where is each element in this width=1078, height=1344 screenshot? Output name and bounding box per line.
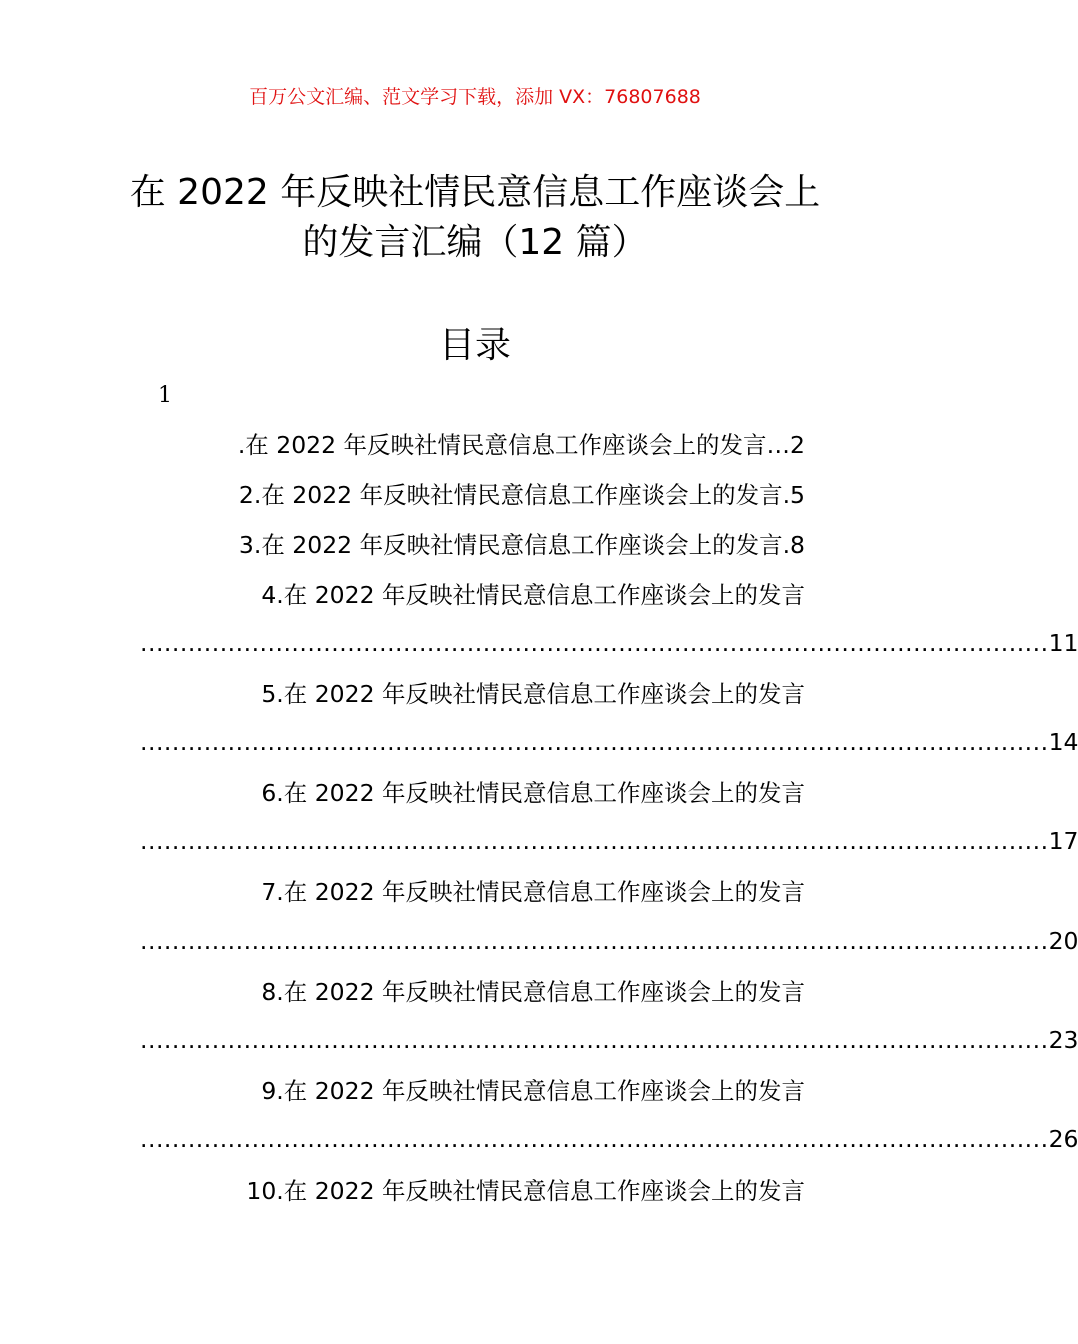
toc-entry-4-leader[interactable] <box>140 626 1078 660</box>
toc-page-number: 14 <box>1048 728 1078 756</box>
toc-heading: 目录 <box>438 325 511 366</box>
watermark-text: 百万公文汇编、范文学习下载，添加 VX：76807688 <box>249 86 701 108</box>
dot-leader: .................................................................................................................. <box>140 1125 1049 1153</box>
toc-entry-7-leader[interactable] <box>140 924 1078 958</box>
toc-entry-8-leader[interactable] <box>140 1023 1078 1057</box>
toc-page-number: 11 <box>1048 629 1078 657</box>
toc-page-number: 20 <box>1048 927 1078 955</box>
toc-entry-10[interactable]: 10.在 2022 年反映社情民意信息工作座谈会上的发言 <box>246 1177 805 1205</box>
toc-entry-6[interactable]: 6.在 2022 年反映社情民意信息工作座谈会上的发言 <box>261 779 805 807</box>
dot-leader: .................................................................................................................. <box>140 728 1049 756</box>
toc-entry-4[interactable]: 4.在 2022 年反映社情民意信息工作座谈会上的发言 <box>261 581 805 609</box>
document-title-line-1: 在 2022 年反映社情民意信息工作座谈会上 <box>129 172 821 213</box>
toc-entry-5[interactable]: 5.在 2022 年反映社情民意信息工作座谈会上的发言 <box>261 680 805 708</box>
dot-leader: .................................................................................................................. <box>140 927 1049 955</box>
dot-leader: .................................................................................................................. <box>140 629 1049 657</box>
toc-entry-6-leader[interactable] <box>140 824 1078 858</box>
toc-page-number: 23 <box>1048 1026 1078 1054</box>
dot-leader: .................................................................................................................. <box>140 1026 1049 1054</box>
toc-entry-5-leader[interactable] <box>140 725 1078 759</box>
toc-entry-7[interactable]: 7.在 2022 年反映社情民意信息工作座谈会上的发言 <box>261 878 805 906</box>
toc-page-number: 26 <box>1048 1125 1078 1153</box>
dot-leader: .................................................................................................................. <box>140 827 1049 855</box>
document-title-line-2: 的发言汇编（12 篇） <box>302 222 648 263</box>
toc-marker: 1 <box>158 383 172 408</box>
toc-entry-9[interactable]: 9.在 2022 年反映社情民意信息工作座谈会上的发言 <box>261 1077 805 1105</box>
toc-entry-8[interactable]: 8.在 2022 年反映社情民意信息工作座谈会上的发言 <box>261 978 805 1006</box>
toc-page-number: 17 <box>1048 827 1078 855</box>
toc-entry-3[interactable]: 3.在 2022 年反映社情民意信息工作座谈会上的发言.8 <box>238 531 805 559</box>
toc-entry-9-leader[interactable] <box>140 1122 1078 1156</box>
toc-entry-2[interactable]: 2.在 2022 年反映社情民意信息工作座谈会上的发言.5 <box>238 481 805 509</box>
toc-entry-1[interactable]: .在 2022 年反映社情民意信息工作座谈会上的发言…2 <box>237 431 805 459</box>
